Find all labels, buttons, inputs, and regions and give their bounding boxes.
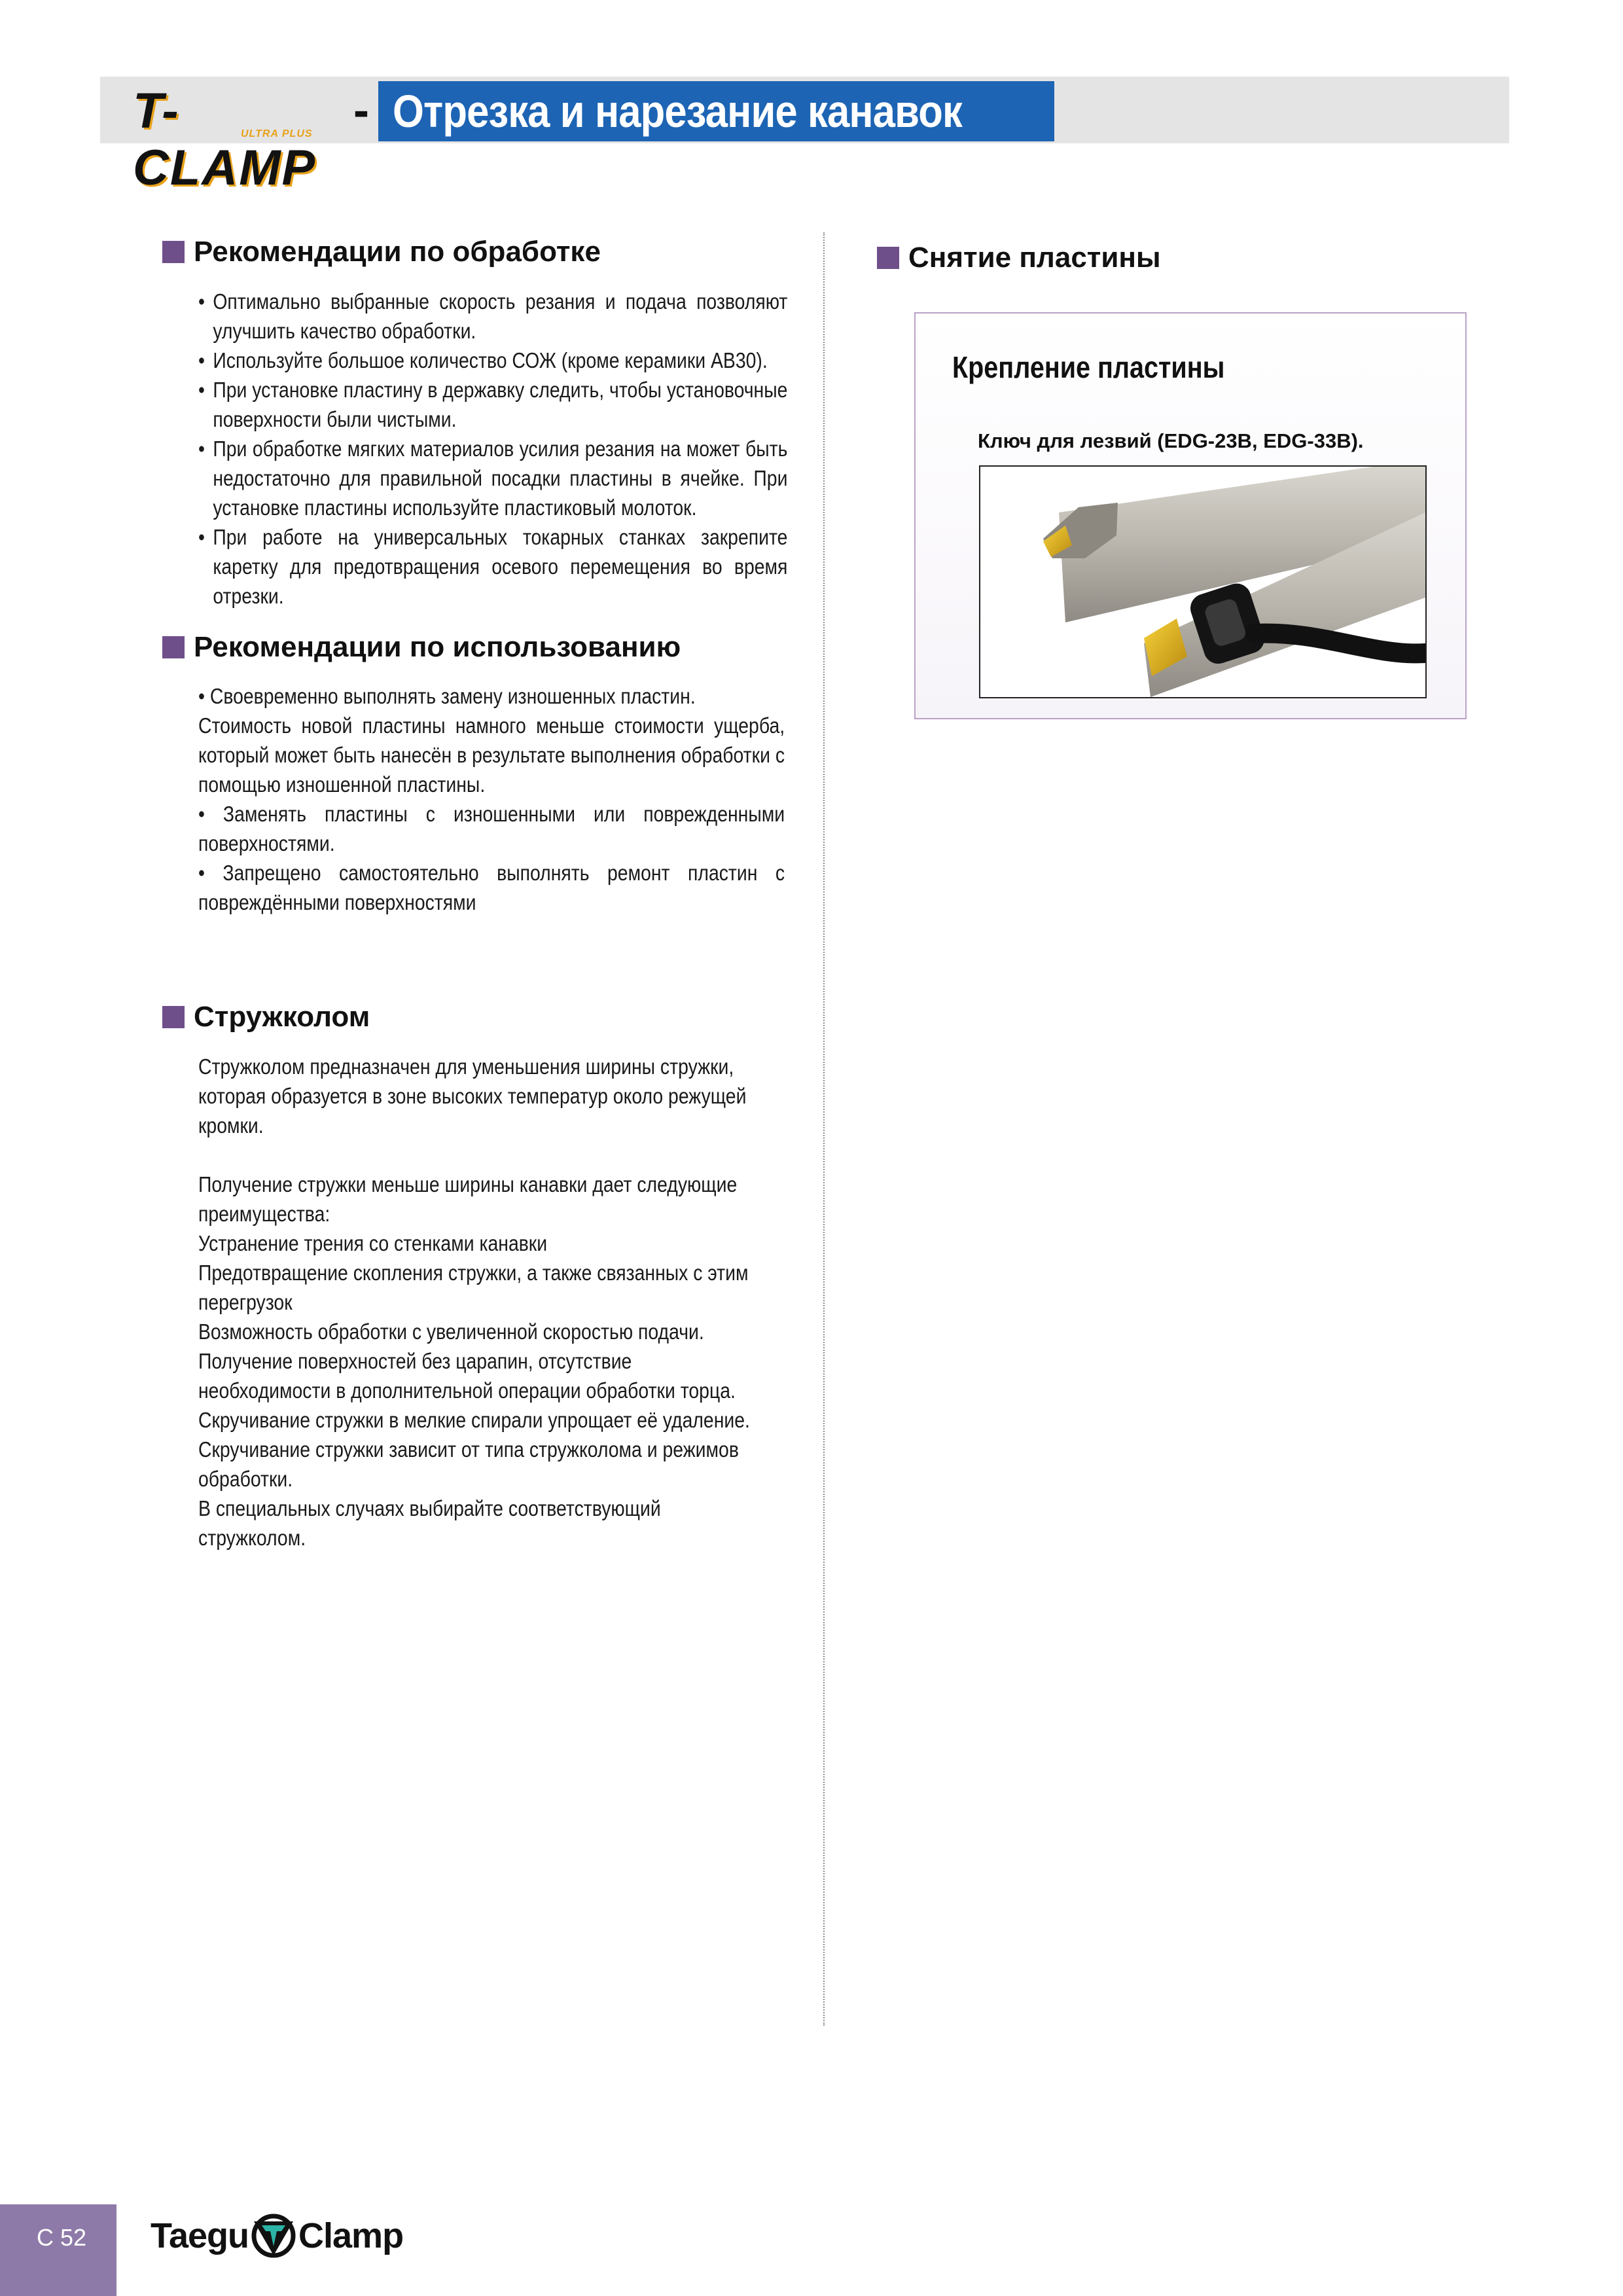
panel-caption: Ключ для лезвий (EDG-23B, EDG-33B). xyxy=(978,429,1364,452)
page-number: C 52 xyxy=(37,2224,87,2251)
section-heading-usage xyxy=(162,631,681,664)
square-bullet-icon xyxy=(162,241,185,263)
list-item: • При обработке мягких материалов усилия резания на может быть недостаточно для правильной посадки пластины в ячейке. При установке пластины используйте пластиковый молоток. xyxy=(198,437,788,520)
blade-and-key-illustration xyxy=(980,467,1425,697)
paragraph: Стоимость новой пластины намного меньше стоимости ущерба, который может быть нанесён в результате выполнения обработки с помощью изношенной пластины. xyxy=(198,713,785,797)
section-heading-removal xyxy=(877,242,1161,274)
logo-text: T-CLAMP xyxy=(133,83,317,196)
list-item: Скручивание стружки в мелкие спирали упрощает её удаление. xyxy=(198,1408,750,1432)
taegu-clamp-logo xyxy=(151,2210,403,2262)
paragraph: • Заменять пластины с изношенными или поврежденными поверхностями. xyxy=(198,802,785,855)
paragraph: • Запрещено самостоятельно выполнять ремонт пластин с повреждёнными поверхностями xyxy=(198,861,785,914)
header-dash: - xyxy=(353,84,369,137)
t-emblem-icon xyxy=(250,2212,297,2259)
list-item: Получение стружки меньше ширины канавки дает следующие преимущества: xyxy=(198,1172,738,1226)
panel-title: Крепление пластины xyxy=(952,350,1225,384)
list-item: • При работе на универсальных токарных станках закрепите каретку для предотвращения осевого перемещения во время отрезки. xyxy=(198,525,788,608)
list-item: Возможность обработки с увеличенной скоростью подачи. xyxy=(198,1319,704,1344)
square-bullet-icon xyxy=(162,1006,185,1028)
section-title: Рекомендации по использованию xyxy=(194,631,681,663)
tool-photo xyxy=(979,465,1427,698)
list-item: Устранение трения со стенками канавки xyxy=(198,1231,548,1255)
brand-right: Clamp xyxy=(298,2216,404,2255)
section-title: Снятие пластины xyxy=(908,242,1161,274)
list-item: • Используйте большое количество СОЖ (кроме керамики AB30). xyxy=(198,348,768,372)
t-clamp-logo xyxy=(133,82,342,196)
section-title: Рекомендации по обработке xyxy=(194,236,601,268)
list-item: • При установке пластину в державку следить, чтобы установочные поверхности были чистыми. xyxy=(198,378,788,431)
column-divider xyxy=(823,232,825,2026)
square-bullet-icon xyxy=(877,247,899,269)
list-item: • Оптимально выбранные скорость резания и подача позволяют улучшить качество обработки. xyxy=(198,289,788,343)
machining-list xyxy=(198,287,787,611)
list-item: Получение поверхностей без царапин, отсутствие необходимости в дополнительной операции обработки торца. xyxy=(198,1349,736,1403)
header-title-box xyxy=(378,81,1054,141)
brand-left: Taegu xyxy=(151,2216,249,2255)
paragraph: Стружколом предназначен для уменьшения ширины стружки, которая образуется в зоне высоких температур около режущей кромки. xyxy=(198,1054,747,1138)
page-title: Отрезка и нарезание канавок xyxy=(393,86,962,137)
list-item: Скручивание стружки зависит от типа стружколома и режимов обработки. xyxy=(198,1437,739,1491)
section-heading-machining xyxy=(162,236,601,268)
paragraph: • Своевременно выполнять замену изношенных пластин. xyxy=(198,684,696,708)
square-bullet-icon xyxy=(162,636,185,658)
section-heading-chipbreaker xyxy=(162,1001,370,1033)
usage-text xyxy=(198,681,785,917)
section-title: Стружколом xyxy=(194,1001,370,1033)
list-item: Предотвращение скопления стружки, а также связанных с этим перегрузок xyxy=(198,1261,749,1314)
list-item: В специальных случаях выбирайте соответствующий стружколом. xyxy=(198,1496,661,1550)
chipbreaker-text xyxy=(198,1052,761,1552)
logo-subtext: ULTRA PLUS xyxy=(241,128,313,139)
